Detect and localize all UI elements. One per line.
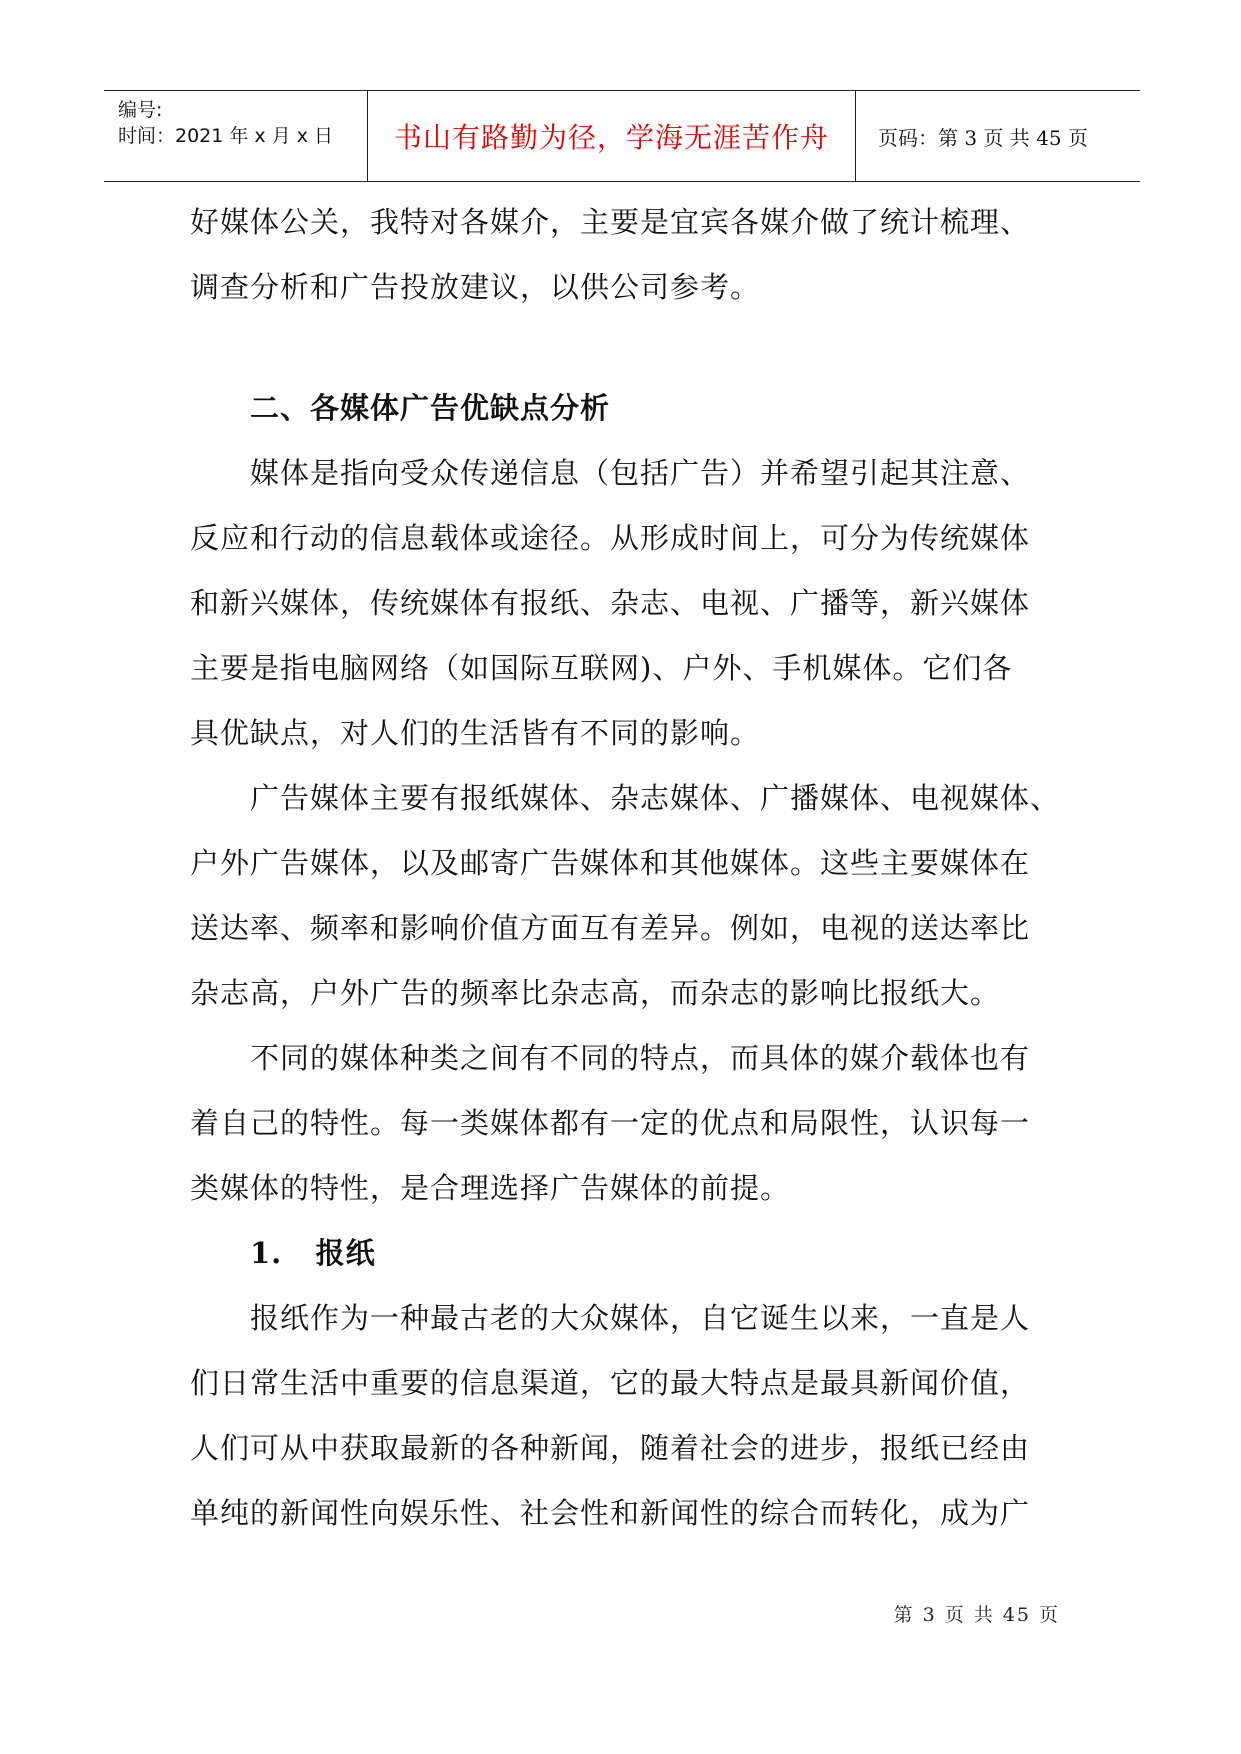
- text-line: 单纯的新闻性向娱乐性、社会性和新闻性的综合而转化，成为广: [190, 1496, 1031, 1530]
- text-line: 媒体是指向受众传递信息（包括广告）并希望引起其注意、: [250, 456, 1031, 490]
- intro-paragraph: [190, 190, 1070, 320]
- text-line: 报纸作为一种最古老的大众媒体，自它诞生以来，一直是人: [250, 1301, 1031, 1335]
- subheading-newspaper: 1. 报纸: [250, 1236, 376, 1270]
- text-line: 反应和行动的信息载体或途径。从形成时间上，可分为传统媒体: [190, 521, 1031, 555]
- text-line: 杂志高，户外广告的频率比杂志高，而杂志的影响比报纸大。: [190, 976, 1001, 1010]
- paragraph-media-definition: [190, 441, 1070, 766]
- document-body: [190, 190, 1070, 1546]
- text-line: 广告媒体主要有报纸媒体、杂志媒体、广播媒体、电视媒体、: [250, 781, 1061, 815]
- text-line: 户外广告媒体，以及邮寄广告媒体和其他媒体。这些主要媒体在: [190, 846, 1031, 880]
- paragraph-media-types: [190, 766, 1070, 1026]
- header-motto-cell: [368, 91, 856, 181]
- header-page-info: 页码：第 3 页 共 45 页: [878, 125, 1088, 150]
- header-page-cell: [856, 91, 1140, 181]
- page-footer: 第 3 页 共 45 页: [893, 1604, 1060, 1626]
- document-number-label: 编号:: [118, 99, 163, 121]
- text-line: 们日常生活中重要的信息渠道，它的最大特点是最具新闻价值，: [190, 1366, 1031, 1400]
- text-line: 具优缺点，对人们的生活皆有不同的影响。: [190, 716, 761, 750]
- text-line: 类媒体的特性，是合理选择广告媒体的前提。: [190, 1171, 791, 1205]
- text-line: 和新兴媒体，传统媒体有报纸、杂志、电视、广播等，新兴媒体: [190, 586, 1031, 620]
- text-line: 送达率、频率和影响价值方面互有差异。例如，电视的送达率比: [190, 911, 1031, 945]
- text-line: 着自己的特性。每一类媒体都有一定的优点和局限性，认识每一: [190, 1106, 1031, 1140]
- paragraph-newspaper: [190, 1286, 1070, 1546]
- text-line: 人们可从中获取最新的各种新闻，随着社会的进步，报纸已经由: [190, 1431, 1031, 1465]
- document-date: 时间：2021 年 x 月 x 日: [118, 125, 334, 147]
- text-line: 好媒体公关，我特对各媒介，主要是宜宾各媒介做了统计梳理、: [190, 205, 1031, 239]
- header-motto: 书山有路勤为径，学海无涯苦作舟: [393, 121, 829, 154]
- section-heading: 二、各媒体广告优缺点分析: [250, 391, 611, 425]
- page-header: [104, 90, 1140, 182]
- text-line: 调查分析和广告投放建议，以供公司参考。: [190, 270, 761, 304]
- header-left-cell: [104, 91, 368, 181]
- text-line: 主要是指电脑网络（如国际互联网)、户外、手机媒体。它们各: [190, 651, 1013, 685]
- text-line: 不同的媒体种类之间有不同的特点，而具体的媒介载体也有: [250, 1041, 1031, 1075]
- paragraph-media-characteristics: [190, 1026, 1070, 1221]
